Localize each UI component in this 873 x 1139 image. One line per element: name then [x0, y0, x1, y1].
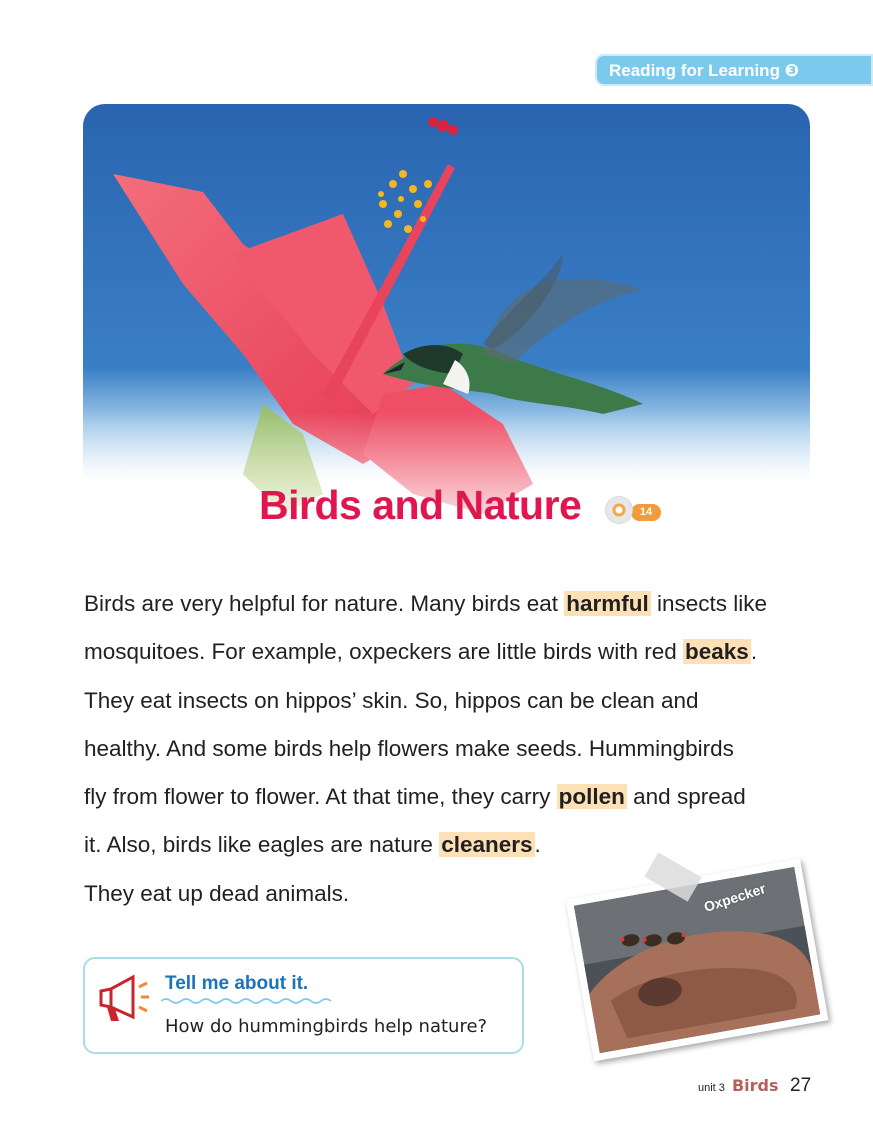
passage-line: [84, 725, 824, 773]
passage-text: healthy. And some birds help flowers make seeds. Hummingbirds: [84, 735, 734, 761]
passage-line: [84, 628, 824, 676]
passage-text: .: [750, 639, 758, 665]
page-title: Birds and Nature: [259, 482, 582, 528]
footer-section-title: Birds: [731, 1076, 779, 1095]
audio-cd-icon[interactable]: [605, 496, 663, 526]
tell-me-prompt: How do hummingbirds help nature?: [165, 1016, 488, 1037]
tell-me-box: [83, 957, 524, 1054]
tell-me-question: Tell me about it.: [165, 973, 309, 994]
vocab-highlight: cleaners: [441, 832, 533, 858]
vocab-highlight: beaks: [685, 639, 749, 665]
passage-text: fly from flower to flower. At that time, they carry: [84, 784, 557, 810]
section-tab-label: Reading for Learning ❸: [609, 61, 800, 80]
vocab-highlight: pollen: [558, 784, 625, 810]
photo-caption: Oxpecker: [701, 880, 768, 915]
passage-text: They eat up dead animals.: [84, 880, 350, 906]
footer-unit-label: unit 3: [698, 1082, 725, 1094]
footer-unit: [698, 1076, 779, 1095]
page-number: 27: [790, 1075, 812, 1096]
passage-text: Birds are very helpful for nature. Many birds eat: [84, 591, 565, 616]
passage-line: [84, 773, 824, 821]
passage-line: [84, 677, 824, 725]
passage-text: it. Also, birds like eagles are nature: [84, 832, 440, 858]
megaphone-icon: [95, 971, 151, 1027]
audio-track-number: 14: [631, 504, 661, 521]
hero-image: [83, 104, 810, 544]
wavy-divider: [161, 997, 331, 1005]
passage-text: .: [534, 832, 541, 858]
section-tab: [595, 54, 873, 86]
vocab-highlight: harmful: [566, 591, 649, 616]
passage-line: [84, 580, 824, 628]
passage-text: They eat insects on hippos’ skin. So, hippos can be clean and: [84, 687, 699, 713]
passage-line: [84, 821, 824, 869]
cd-disc-icon: [605, 496, 633, 524]
passage-text: insects like: [650, 591, 768, 616]
passage-text: and spread: [626, 784, 746, 810]
reading-passage: [84, 580, 824, 918]
passage-text: mosquitoes. For example, oxpeckers are little birds with red: [84, 639, 683, 665]
